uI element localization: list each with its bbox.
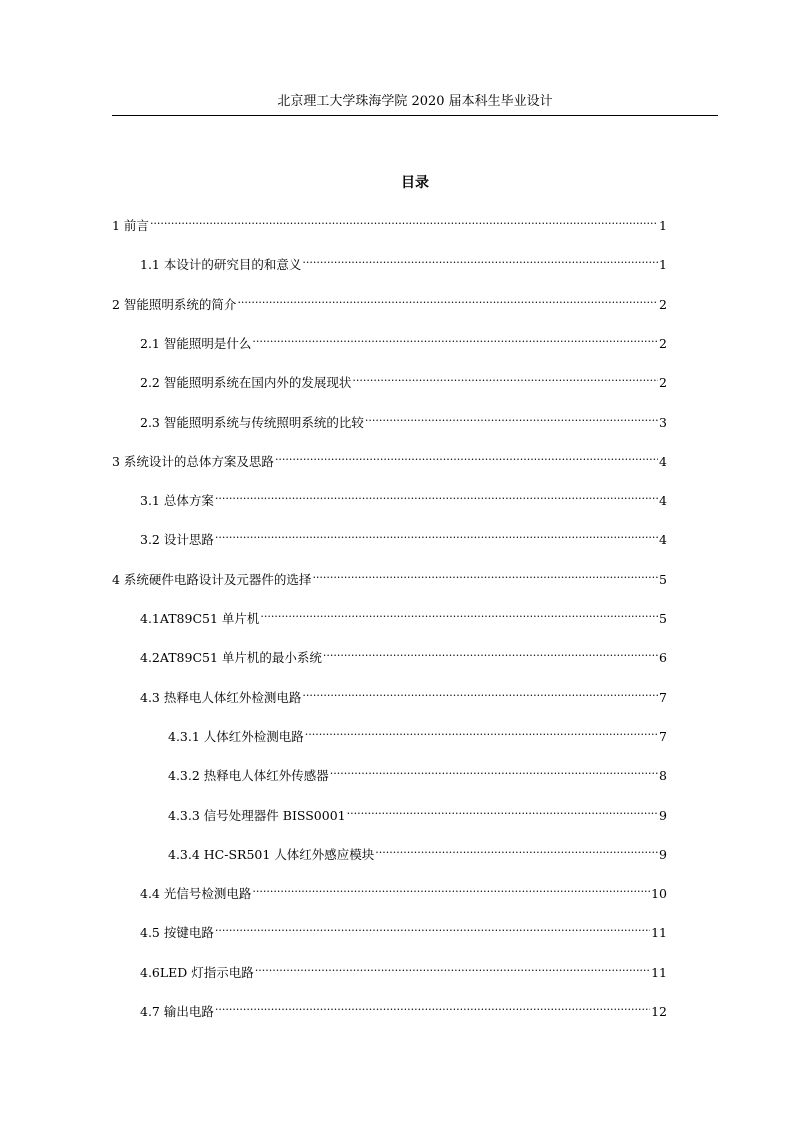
toc-entry[interactable]: [112, 448, 667, 471]
toc-entry-label: 4.4 光信号检测电路: [140, 886, 252, 901]
toc-entry[interactable]: [140, 251, 667, 274]
toc-entry[interactable]: [140, 487, 667, 510]
toc-entry-label: 4.7 输出电路: [140, 1004, 214, 1019]
toc-entry-page-number: 11: [651, 925, 667, 940]
toc-entry-label: 4.3.3 信号处理器件 BISS0001: [168, 808, 346, 823]
toc-entry-label: 1.1 本设计的研究目的和意义: [140, 257, 302, 272]
toc-entry-page-number: 6: [659, 650, 667, 665]
toc-entry-label: 2.2 智能照明系统在国内外的发展现状: [140, 375, 352, 390]
toc-entry[interactable]: [140, 880, 667, 903]
toc-dot-leader: [215, 487, 658, 505]
toc-entry-page-number: 10: [651, 886, 667, 901]
toc-entry-page-number: 11: [651, 965, 667, 980]
toc-dot-leader: [305, 723, 658, 741]
toc-entry-label: 4.5 按键电路: [140, 925, 214, 940]
toc-entry[interactable]: [112, 291, 667, 314]
toc-dot-leader: [352, 369, 658, 387]
toc-entry[interactable]: [140, 919, 667, 942]
toc-entry-label: 2 智能照明系统的简介: [112, 297, 237, 312]
toc-entry-label: 4 系统硬件电路设计及元器件的选择: [112, 572, 312, 587]
toc-entry-label: 4.2AT89C51 单片机的最小系统: [140, 650, 322, 665]
toc-entry-label: 1 前言: [112, 218, 149, 233]
toc-title: 目录: [401, 175, 429, 191]
toc-entry-page-number: 2: [659, 375, 667, 390]
toc-entry-page-number: 5: [659, 572, 667, 587]
toc-dot-leader: [365, 409, 658, 427]
toc-dot-leader: [255, 959, 650, 977]
page-header: 北京理工大学珠海学院 2020 届本科生毕业设计: [277, 94, 553, 109]
toc-dot-leader: [260, 605, 658, 623]
toc-dot-leader: [302, 251, 658, 269]
toc-dot-leader: [215, 526, 658, 544]
toc-entry-label: 4.3 热释电人体红外检测电路: [140, 690, 302, 705]
toc-dot-leader: [323, 644, 658, 662]
toc-entry[interactable]: [140, 605, 667, 628]
toc-entry[interactable]: [168, 762, 667, 785]
toc-entry[interactable]: [112, 566, 667, 589]
toc-entry[interactable]: [168, 802, 667, 825]
toc-dot-leader: [215, 919, 650, 937]
toc-dot-leader: [252, 330, 658, 348]
toc-entry-label: 3.1 总体方案: [140, 493, 214, 508]
header-rule: [112, 115, 718, 116]
toc-entry-label: 2.3 智能照明系统与传统照明系统的比较: [140, 415, 364, 430]
toc-dot-leader: [312, 566, 658, 584]
toc-dot-leader: [347, 802, 658, 820]
toc-entry-page-number: 2: [659, 297, 667, 312]
toc-entry-page-number: 9: [659, 808, 667, 823]
toc-entry-label: 4.3.1 人体红外检测电路: [168, 729, 304, 744]
toc-entry-page-number: 1: [659, 218, 667, 233]
toc-entry-page-number: 9: [659, 847, 667, 862]
toc-dot-leader: [275, 448, 658, 466]
toc-entry[interactable]: [112, 212, 667, 235]
toc-entry-page-number: 3: [659, 415, 667, 430]
toc-dot-leader: [237, 291, 658, 309]
toc-dot-leader: [252, 880, 650, 898]
toc-entry[interactable]: [140, 409, 667, 432]
toc-entry-label: 4.6LED 灯指示电路: [140, 965, 254, 980]
toc-entry[interactable]: [140, 959, 667, 982]
toc-dot-leader: [302, 684, 658, 702]
toc-entry-page-number: 12: [651, 1004, 667, 1019]
toc-entry[interactable]: [140, 526, 667, 549]
toc-entry-label: 4.1AT89C51 单片机: [140, 611, 260, 626]
toc-dot-leader: [330, 762, 658, 780]
toc-entry-label: 4.3.4 HC-SR501 人体红外感应模块: [168, 847, 375, 862]
toc-entry[interactable]: [168, 723, 667, 746]
toc-entry-page-number: 4: [659, 493, 667, 508]
toc-entry-page-number: 4: [659, 454, 667, 469]
toc-entry-page-number: 7: [659, 729, 667, 744]
toc-entry[interactable]: [168, 841, 667, 864]
toc-entry-page-number: 1: [659, 257, 667, 272]
toc-entry-page-number: 2: [659, 336, 667, 351]
toc-dot-leader: [150, 212, 658, 230]
toc-entry-page-number: 5: [659, 611, 667, 626]
toc-entry-page-number: 4: [659, 532, 667, 547]
toc-entry-page-number: 7: [659, 690, 667, 705]
toc-entry[interactable]: [140, 369, 667, 392]
toc-entry[interactable]: [140, 330, 667, 353]
toc-dot-leader: [375, 841, 658, 859]
toc-entry-page-number: 8: [659, 768, 667, 783]
toc-entry-label: 3.2 设计思路: [140, 532, 214, 547]
toc-dot-leader: [215, 998, 650, 1016]
toc-entry-label: 3 系统设计的总体方案及思路: [112, 454, 274, 469]
toc-entry[interactable]: [140, 684, 667, 707]
toc-entry[interactable]: [140, 644, 667, 667]
toc-entry-label: 4.3.2 热释电人体红外传感器: [168, 768, 329, 783]
toc-entry-label: 2.1 智能照明是什么: [140, 336, 252, 351]
toc-entry[interactable]: [140, 998, 667, 1021]
